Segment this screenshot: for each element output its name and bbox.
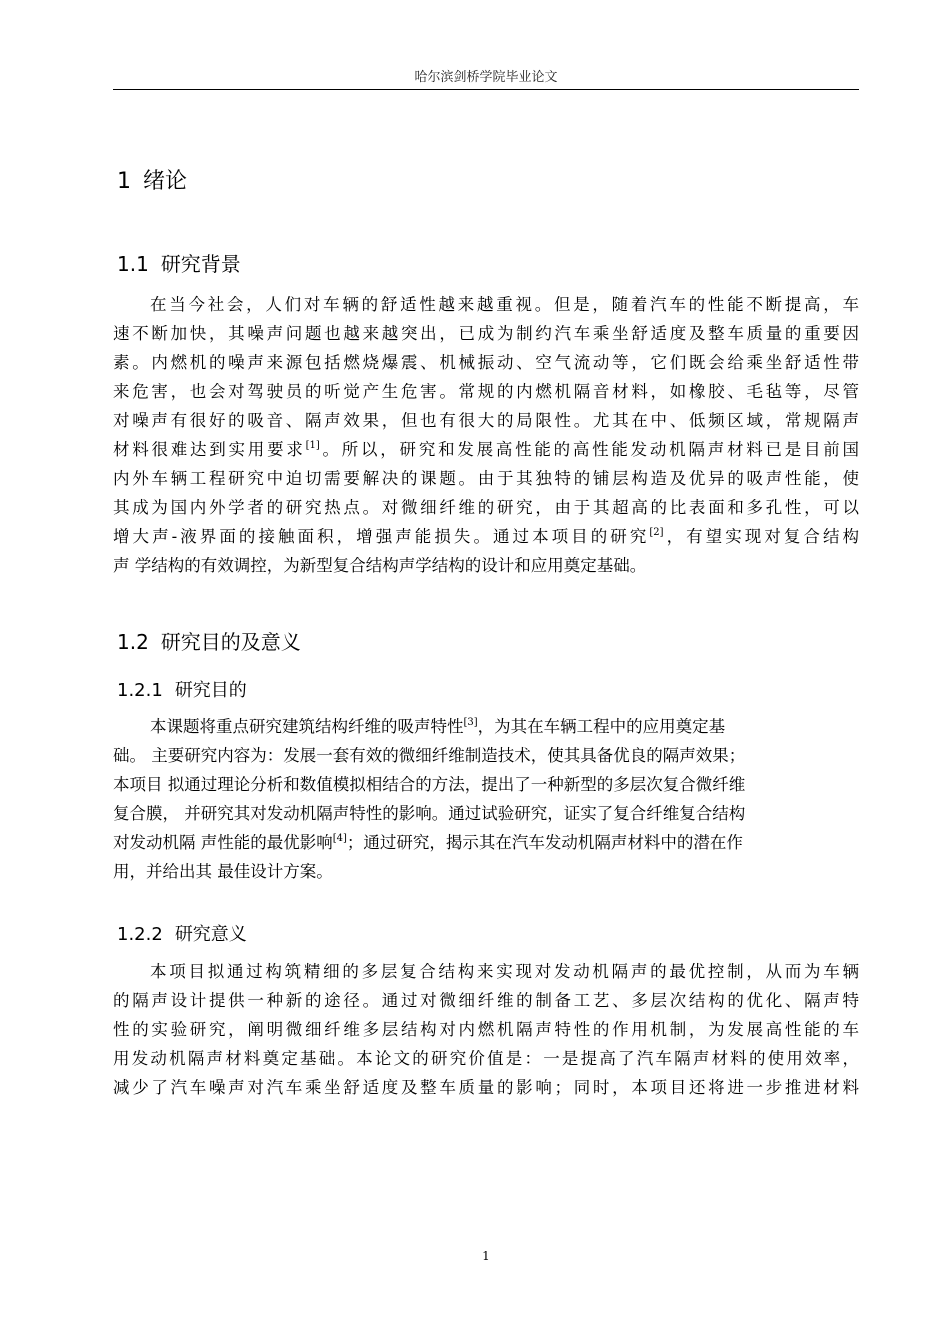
citation-ref: [3]: [463, 717, 478, 728]
paragraph-line: [113, 435, 859, 464]
paragraph-line: [113, 522, 859, 551]
section-heading-1-1: [117, 248, 241, 277]
line-text: 增大声-液界面的接触面积，增强声能损失。通过本项目的研究: [113, 527, 650, 546]
paragraph-line: 内外车辆工程研究中迫切需要解决的课题。由于其独特的铺层构造及优异的吸声性能，使: [113, 469, 859, 488]
citation-ref: [2]: [649, 527, 664, 538]
paragraph-line: 础。 主要研究内容为：发展一套有效的微细纤维制造技术，使其具备优良的隔声效果；: [113, 746, 746, 765]
paragraph-line: 复合膜， 并研究其对发动机隔声特性的影响。通过试验研究，证实了复合纤维复合结构: [113, 804, 746, 823]
paragraph-line: 素。内燃机的噪声来源包括燃烧爆震、机械振动、空气流动等，它们既会给乘坐舒适性带: [113, 353, 859, 372]
paragraph-line: 声 学结构的有效调控，为新型复合结构声学结构的设计和应用奠定基础。: [113, 556, 647, 575]
paragraph-line: [113, 712, 859, 741]
section-number: 1.1: [117, 252, 149, 276]
paragraph-line: [113, 828, 859, 857]
chapter-title: 绪论: [143, 169, 188, 194]
paragraph-line: 来危害，也会对驾驶员的听觉产生危害。常规的内燃机隔音材料，如橡胶、毛毡等，尽管: [113, 382, 859, 401]
section-title: 研究背景: [160, 252, 241, 276]
line-text: 材料很难达到实用要求: [113, 440, 306, 459]
chapter-number: 1: [117, 169, 131, 194]
line-text: ，有望实现对复合结构: [663, 527, 860, 546]
section-title: 研究目的及意义: [160, 630, 301, 654]
paragraph-line: 对噪声有很好的吸音、隔声效果，但也有很大的局限性。尤其在中、低频区域，常规隔声: [113, 411, 859, 430]
paragraph-line: 在当今社会，人们对车辆的舒适性越来越重视。但是，随着汽车的性能不断提高，车: [150, 295, 859, 314]
line-text: ，为其在车辆工程中的应用奠定基: [477, 717, 726, 736]
citation-ref: [4]: [332, 833, 347, 844]
paragraph-line: 用，并给出其 最佳设计方案。: [113, 862, 333, 881]
subsection-title: 研究目的: [174, 680, 247, 701]
citation-ref: [1]: [305, 440, 320, 451]
subsection-number: 1.2.1: [117, 680, 163, 701]
paragraph-research-significance: [113, 957, 859, 1102]
running-header: 哈尔滨剑桥学院毕业论文: [414, 70, 558, 85]
paragraph-line: 的隔声设计提供一种新的途径。通过对微细纤维的制备工艺、多层次结构的优化、隔声特: [113, 991, 859, 1010]
line-text: 对发动机隔 声性能的最优影响: [113, 833, 333, 852]
paragraph-line: 其成为国内外学者的研究热点。对微细纤维的研究，由于其超高的比表面和多孔性，可以: [113, 498, 859, 517]
paragraph-line: 减少了汽车噪声对汽车乘坐舒适度及整车质量的影响；同时，本项目还将进一步推进材料: [113, 1078, 859, 1097]
paragraph-line: 本项目 拟通过理论分析和数值模拟相结合的方法，提出了一种新型的多层次复合微纤维: [113, 775, 746, 794]
chapter-heading: [117, 164, 187, 195]
paragraph-research-background: [113, 290, 859, 580]
paragraph-research-purpose: [113, 712, 859, 886]
subsection-heading-1-2-1: [117, 676, 247, 702]
paragraph-line: 用发动机隔声材料奠定基础。本论文的研究价值是：一是提高了汽车隔声材料的使用效率，: [113, 1049, 859, 1068]
line-text: 本课题将重点研究建筑结构纤维的吸声特性: [150, 717, 464, 736]
section-number: 1.2: [117, 630, 149, 654]
line-text: 。所以，研究和发展高性能的高性能发动机隔声材料已是目前国: [319, 440, 860, 459]
subsection-number: 1.2.2: [117, 924, 163, 945]
line-text: ；通过研究，揭示其在汽车发动机隔声材料中的潜在作: [346, 833, 743, 852]
subsection-heading-1-2-2: [117, 920, 247, 946]
paragraph-line: 性的实验研究，阐明微细纤维多层结构对内燃机隔声特性的作用机制，为发展高性能的车: [113, 1020, 859, 1039]
page-number: 1: [482, 1249, 490, 1263]
section-heading-1-2: [117, 626, 301, 655]
paragraph-line: 速不断加快，其噪声问题也越来越突出，已成为制约汽车乘坐舒适度及整车质量的重要因: [113, 324, 859, 343]
subsection-title: 研究意义: [174, 924, 247, 945]
paragraph-line: 本项目拟通过构筑精细的多层复合结构来实现对发动机隔声的最优控制，从而为车辆: [150, 962, 859, 981]
header-rule: [113, 89, 859, 90]
